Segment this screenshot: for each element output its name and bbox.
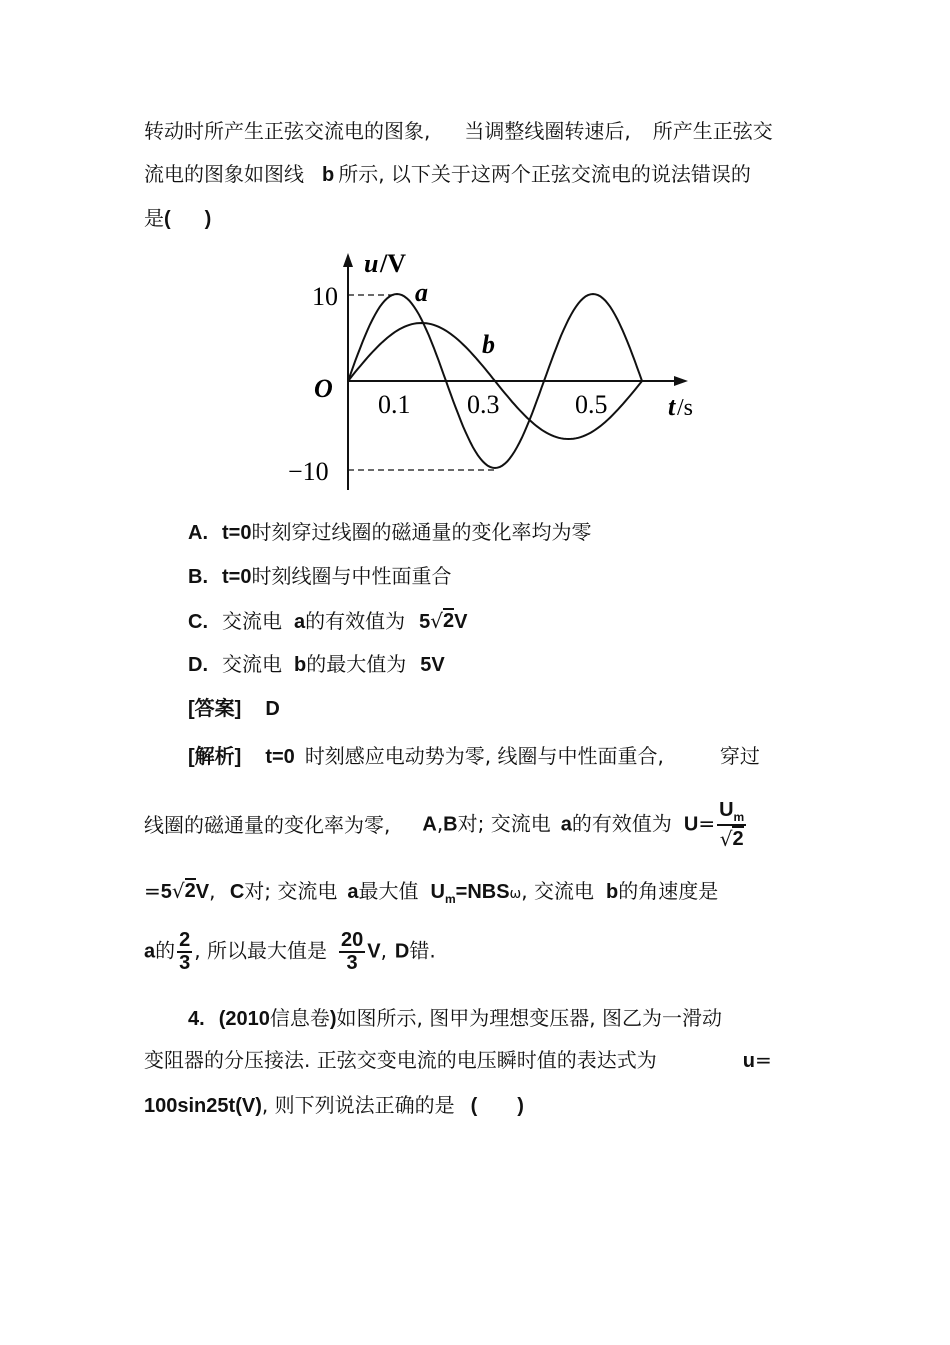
option-letter: D. [188,654,208,676]
analysis-text: 穿过 [719,744,760,768]
analysis-line-3 [144,878,718,905]
option-text: 交流电 [222,652,282,676]
analysis-line-1 [188,746,760,767]
curve-b-label: b [482,330,495,359]
analysis-text: 时刻感应电动势为零, 线圈与中性面重合, [304,744,664,768]
analysis-text: 的角速度是 [618,879,719,903]
option-text: 时刻穿过线圈的磁通量的变化率均为零 [251,520,592,544]
option-text: 交流电 [222,609,282,633]
den-2: 2 [732,827,744,850]
var-t: t [222,522,229,544]
var-t: t [265,746,272,768]
q4-line-1 [188,1008,722,1029]
x-axis-label-t: t [668,392,676,421]
num-2: 2 [179,929,191,951]
x-tick-0-1: 0.1 [378,390,411,419]
radicand: 2 [184,880,196,902]
eq-zero: =0 [272,746,295,768]
fraction-um-over-sqrt2: $U_m$ √ 2 [719,799,745,851]
intro-line-1 [144,121,773,141]
sqrt-2: √ 2 [171,879,196,903]
eq-zero: =0 [228,566,252,588]
y-axis-label-unit: /V [380,249,406,278]
eq: = [144,879,161,903]
var-um: U [430,881,445,903]
y-axis-label-u: u [364,249,379,278]
x-axis-arrow [674,376,688,386]
analysis-text: 的有效值为 [571,811,672,836]
var-t: t [222,566,229,588]
intro-line-2 [144,164,751,185]
ref-c: C [229,881,245,903]
analysis-text: 对; 交流电 [244,879,338,903]
source-year: (2010 [218,1008,270,1030]
num-20: 20 [340,929,364,951]
unit-v: V [454,611,468,633]
origin-label: O [314,374,333,403]
fraction-2-3 [177,930,192,974]
analysis-text: 错. [409,938,436,963]
paren-open: ( [470,1095,478,1117]
x-tick-0-5: 0.5 [575,390,608,419]
var-u: u [742,1050,755,1072]
option-letter: A. [188,522,208,544]
option-c [188,608,467,632]
intro-text: 所示, 以下关于这两个正弦交流电的说法错误的 [338,162,751,186]
den-3: 3 [346,952,358,974]
sqrt-2: √ 2 [430,609,455,633]
var-a: a [144,940,156,963]
value-5v: 5V [420,654,445,676]
radicand: 2 [443,610,455,632]
question-text: 变阻器的分压接法. 正弦交变电流的电压瞬时值的表达式为 [144,1048,657,1072]
option-letter: B. [188,566,208,588]
eq: = [698,811,716,836]
expr: 100sin25 [144,1095,229,1117]
intro-b: b [322,164,335,186]
unit-v: V [367,940,381,963]
analysis-text: 最大值 [358,879,419,903]
option-letter: C. [188,611,208,633]
sub-m: m [733,810,745,824]
comma: , [209,879,222,903]
paren-close: ) [517,1095,524,1117]
question-text: , 则下列说法正确的是 [261,1093,455,1117]
var-u: U [683,813,699,836]
question-number: 4. [188,1008,205,1030]
option-a [188,522,591,543]
answer-label: [答案] [188,698,242,720]
var-b: b [294,654,307,676]
ref-a: A [422,813,437,836]
ref-b: B [443,813,458,836]
num-u: U [719,799,734,821]
eq: = [754,1048,772,1072]
paren-close: ) [329,1008,337,1030]
den-3: 3 [179,952,191,974]
q4-line-2 [144,1050,772,1071]
y-tick-10: 10 [312,282,338,311]
var-a: a [347,881,359,903]
intro-text: 所产生正弦交 [652,119,773,143]
var-a: a [294,611,306,633]
analysis-text: 的 [155,938,176,963]
analysis-text: 线圈的磁通量的变化率为零, [144,812,391,837]
analysis-line-4 [144,930,436,974]
nbs: =NBS [455,881,510,903]
coef-5: 5 [419,611,431,633]
coef-5: 5 [160,881,172,903]
voltage-time-graph [280,245,710,495]
paren-open: ( [164,208,171,230]
sub-m: m [444,892,456,906]
var-t: t [228,1095,236,1117]
intro-line-3 [144,208,211,229]
answer-line [188,698,280,719]
option-text: 的最大值为 [306,652,407,676]
x-axis-label-unit: /s [677,395,694,421]
answer-value: D [265,698,280,720]
fraction-20-3 [339,930,365,974]
question-text: 如图所示, 图甲为理想变压器, 图乙为一滑动 [336,1006,722,1030]
paren-close: ) [204,208,212,230]
source-text: 信息卷 [269,1006,330,1030]
option-d [188,654,445,675]
var-a: a [560,813,572,836]
analysis-text: 对; 交流电 [457,811,551,836]
intro-text: 是 [144,206,164,230]
eq-zero: =0 [228,522,252,544]
comma: , [380,938,387,963]
option-text: 的有效值为 [305,609,406,633]
unit-v: V [195,881,210,903]
option-text: 时刻线圈与中性面重合 [251,564,452,588]
intro-text: 当调整线圈转速后, [464,119,631,143]
var-b: b [606,881,619,903]
y-axis-arrow [343,253,353,267]
y-tick-minus-10: −10 [288,457,329,486]
analysis-text: , 所以最大值是 [194,938,327,963]
ref-d: D [394,940,410,963]
x-tick-0-3: 0.3 [467,390,500,419]
analysis-line-2 [144,800,748,850]
curve-a-label: a [415,278,428,307]
intro-text: 流电的图象如图线 [144,162,304,186]
comma: , [436,811,444,836]
option-b [188,566,451,587]
analysis-label: [解析] [188,746,242,768]
analysis-text: , 交流电 [521,879,594,903]
unit-v: (V) [235,1095,262,1117]
q4-line-3 [144,1095,524,1116]
intro-text: 转动时所产生正弦交流电的图象, [144,119,431,143]
omega: ω [509,886,522,902]
